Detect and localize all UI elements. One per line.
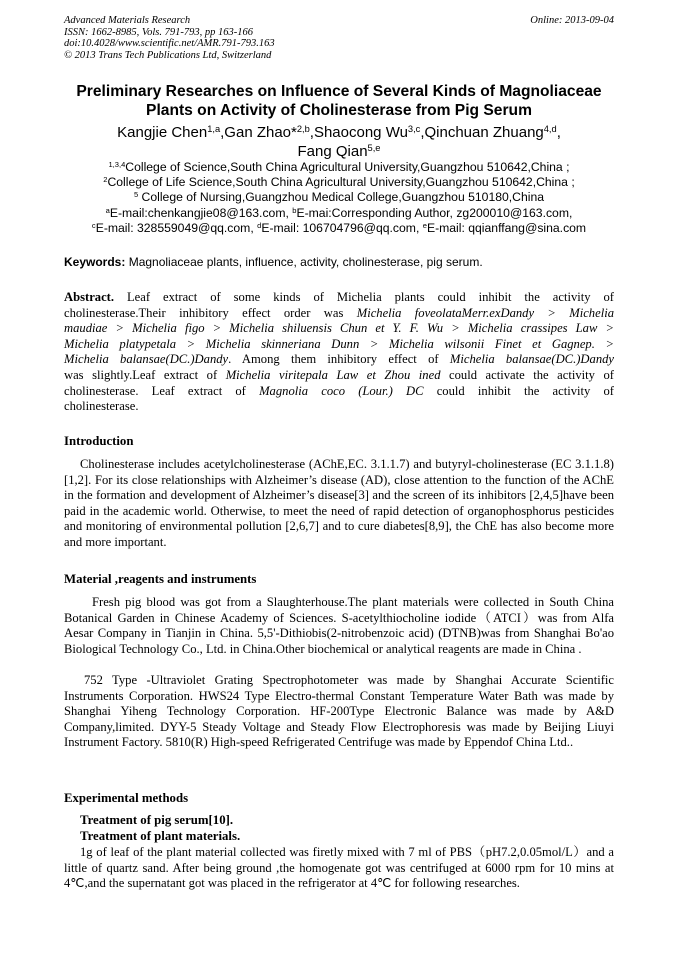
subheading-pig-serum: Treatment of pig serum[10]. (80, 813, 234, 827)
journal-name: Advanced Materials Research (64, 15, 191, 26)
paper-title (50, 82, 628, 120)
title-line-2: Plants on Activity of Cholinesterase from Pig Serum (146, 102, 532, 119)
affiliation-line (40, 160, 638, 175)
email-text: E-mail: qqianffang@sina.com (426, 220, 587, 235)
species-name: Michelia balansae(DC.)Dandy (449, 352, 615, 367)
doi-line: doi:10.4028/www.scientific.net/AMR.791-793.163 (64, 38, 275, 49)
affiliation-sup: 5 (133, 190, 139, 200)
affiliation-line (40, 175, 638, 190)
author-name: ,Shaocong Wu (309, 124, 408, 141)
issn-line: ISSN: 1662-8985, Vols. 791-793, pp 163-166 (64, 26, 253, 38)
keywords (64, 255, 614, 269)
abstract-line (64, 321, 614, 337)
materials-paragraph-2: 752 Type -Ultraviolet Grating Spectrophotometer was made by Shanghai Accurate Scientific Instruments Corporation. HWS24 Type Electro-thermal Constant Temperature Water Bath was made by Shanghai Yiheng Technology Corporation. HF-200Type Electronic Balance was made by A&D Company,limited. DYY-5 Steady Voltage and Steady Flow Electrophoresis was made by Beijing Liuyi Instrument Factory. 5810(R) High-speed Refrigerated Centrifuge was made by Eppendof China Ltd.. (64, 673, 614, 750)
email-sup: c (91, 220, 96, 230)
email-text: E-mail:chenkangjie08@163.com, (109, 205, 293, 220)
abstract-line (64, 399, 614, 415)
online-date: Online: 2013-09-04 (530, 15, 614, 26)
subheading-plant-materials: Treatment of plant materials. (80, 829, 241, 843)
affiliation-text: College of Science,South China Agricultural University,Guangzhou 510642,China ; (125, 160, 570, 174)
abstract-text: cholinesterase.Their inhibitory effect order was (64, 305, 357, 320)
copyright-line: © 2013 Trans Tech Publications Ltd, Switzerland (64, 49, 272, 61)
species-name: Michelia balansae(DC.)Dandy (64, 352, 229, 367)
abstract (64, 290, 614, 415)
affiliation-text: College of Life Science,South China Agricultural University,Guangzhou 510642,China ; (107, 175, 575, 190)
species-name: Michelia viritepala Law et Zhou ined (225, 367, 441, 382)
email-sup: b (292, 205, 297, 215)
section-heading-introduction: Introduction (64, 434, 134, 448)
author-name: Fang Qian (297, 143, 368, 160)
abstract-line (64, 384, 614, 400)
abstract-text: could inhibit the activity of (423, 383, 614, 398)
affiliation-line (40, 190, 638, 205)
affiliation-sup: 1,3,4 (108, 159, 126, 169)
author-list (50, 123, 628, 161)
species-name: Magnolia coco (Lour.) DC (259, 383, 424, 398)
authors-line-1 (50, 123, 628, 142)
abstract-line (64, 290, 614, 306)
abstract-text: Leaf extract of some kinds of Michelia plants could inhibit the activity of (114, 290, 614, 304)
methods-paragraph-1: 1g of leaf of the plant material collected was firetly mixed with 7 ml of PBS（pH7.2,0.05mol/L）and a little of quartz sand. After being ground ,the homogenate got was centrifuged at 6000 rpm for 10 mins at 4℃,and the supernatant got was placed in the refrigerator at 4℃ for following researches. (64, 845, 614, 891)
abstract-text: cholinesterase. (64, 399, 139, 414)
section-heading-materials: Material ,reagents and instruments (64, 572, 257, 586)
affiliations (40, 160, 638, 236)
species-name: Michelia platypetala > Michelia skinneriana Dunn > Michelia wilsonii Finet et Gagnep. > (64, 336, 614, 351)
species-name: maudiae > Michelia figo > Michelia shiluensis Chun et Y. F. Wu > Michelia crassipes Law > (64, 321, 614, 336)
author-sup: 5,e (367, 142, 381, 153)
author-separator: , (556, 124, 561, 141)
email-sup: e (422, 220, 427, 230)
section-heading-methods: Experimental methods (64, 791, 189, 805)
affiliation-sup: 2 (103, 175, 108, 185)
email-text: E-mai:Corresponding Author, zg200010@163.com, (296, 205, 573, 220)
author-name: Kangjie Chen (117, 124, 208, 141)
abstract-line (64, 337, 614, 353)
journal-header (64, 15, 275, 61)
author-sup: 2,b (296, 123, 310, 134)
affiliation-text: College of Nursing,Guangzhou Medical College,Guangzhou 510180,China (138, 190, 545, 205)
materials-paragraph-1: Fresh pig blood was got from a Slaughterhouse.The plant materials were collected in South China Botanical Garden in Chinese Academy of Sciences. S-acetylthiocholine iodide（ATCI）was from Alfa Aesar Company in Tianjin in China. 5,5'-Dithiobis(2-nitrobenzoic acid) (DTNB)was from Shanghai Bo'ao Biological Technology Co., Ltd. in China.Other biochemical or analytical reagents are made in China . (64, 595, 614, 656)
abstract-line (64, 306, 614, 322)
keywords-label: Keywords: (64, 255, 126, 269)
authors-line-2 (50, 142, 628, 161)
email-sup: a (105, 205, 110, 215)
abstract-line (64, 368, 614, 384)
abstract-text: could activate the activity of (440, 367, 614, 382)
email-text: E-mail: 328559049@qq.com, (95, 220, 258, 235)
abstract-text: cholinesterase. Leaf extract of (64, 383, 260, 398)
abstract-text: was slightly.Leaf extract of (64, 367, 226, 382)
email-sup: d (257, 220, 262, 230)
author-name: ,Qinchuan Zhuang (420, 124, 544, 141)
title-line-1: Preliminary Researches on Influence of Several Kinds of Magnoliaceae (76, 83, 602, 100)
author-sup: 1,a (207, 123, 221, 134)
abstract-line (64, 352, 614, 368)
author-name: ,Gan Zhao* (220, 124, 297, 141)
email-line (40, 206, 638, 221)
email-text: E-mail: 106704796@qq.com, (261, 220, 423, 235)
introduction-paragraph: Cholinesterase includes acetylcholinesterase (AChE,EC. 3.1.1.7) and butyryl-cholinesterase (EC 3.1.1.8)[1,2]. For its close relationships with Alzheimer’s disease (AD), close attention to the function of the AChE in the formation and development of Alzheimer’s disease[3] and the screen of its inhibitors [2,4,5]have been paid in the academic world. Otherwise, to meet the need of rapid detection of organophosphorus pesticides and monitoring of environmental pollution [2,6,7] and to cure diabetes[8,9], the ChE has also become more and more important. (64, 457, 614, 549)
author-sup: 4,d (543, 123, 557, 134)
email-line (40, 221, 638, 236)
species-name: Michelia foveolataMerr.exDandy > Michelia (356, 305, 614, 320)
abstract-label: Abstract. (64, 290, 115, 304)
keywords-text: Magnoliaceae plants, influence, activity, cholinesterase, pig serum. (125, 255, 483, 269)
author-sup: 3,c (407, 123, 421, 134)
abstract-text: . Among them inhibitory effect of (228, 352, 450, 367)
